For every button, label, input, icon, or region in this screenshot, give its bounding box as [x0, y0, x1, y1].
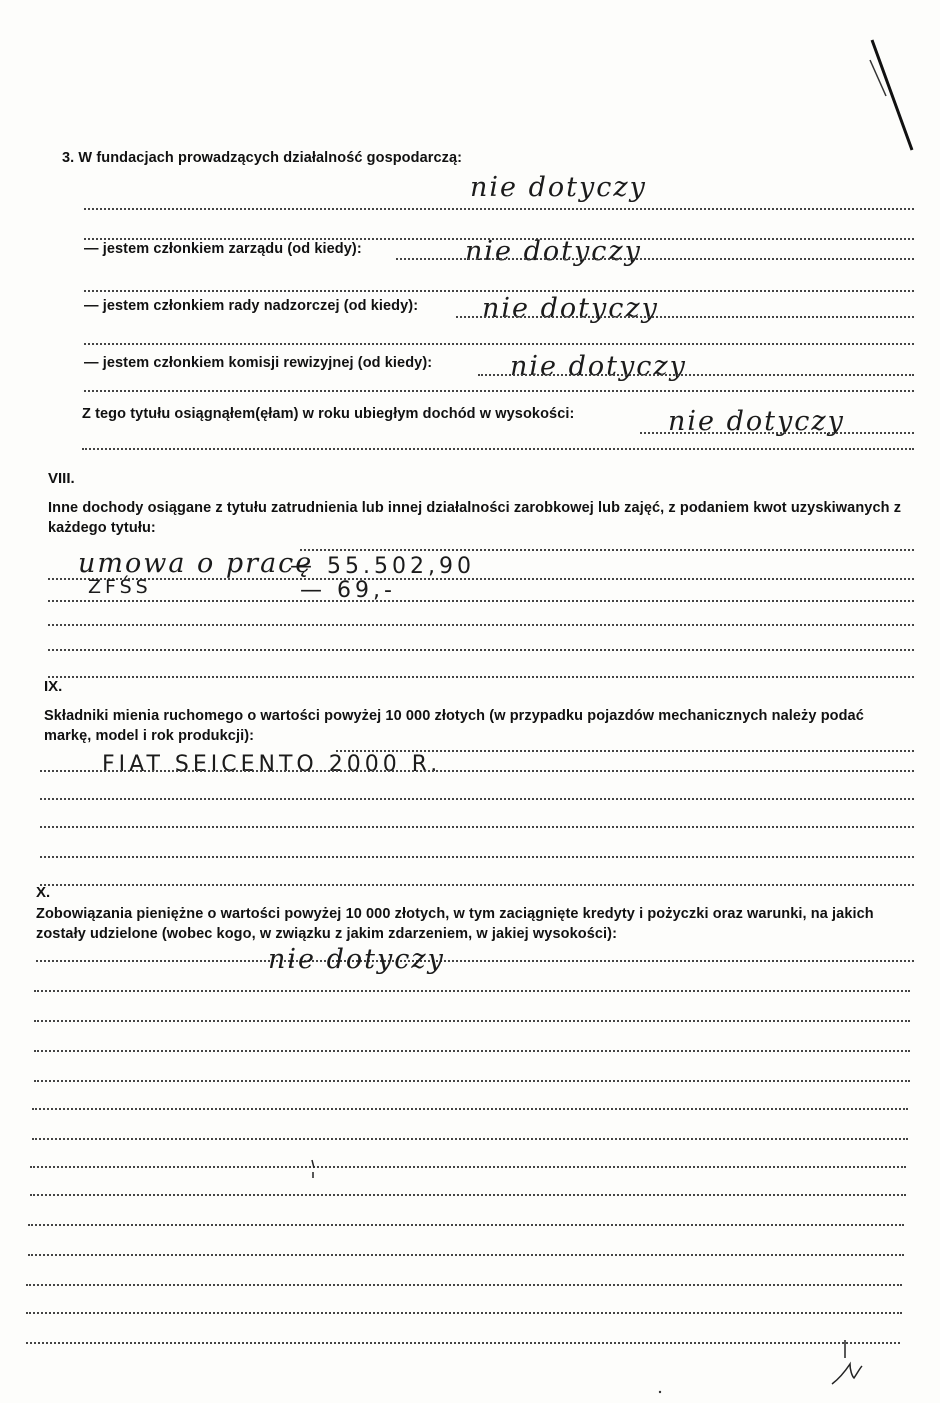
section-ix-number: IX.: [44, 678, 63, 695]
section-ix-answer: FIAT SEICENTO 2000 R.: [102, 752, 442, 777]
supervisory-answer: nie dotyczy: [482, 293, 659, 324]
audit-label: — jestem członkiem komisji rewizyjnej (od kiedy):: [84, 355, 433, 371]
board-label: — jestem członkiem zarządu (od kiedy):: [84, 241, 362, 257]
supervisory-label: — jestem członkiem rady nadzorczej (od kiedy):: [84, 298, 419, 314]
section-viii-line1-label: umowa o pracę: [78, 548, 314, 579]
item-3-answer: nie dotyczy: [470, 172, 647, 203]
income-label: Z tego tytułu osiągnąłem(ęłam) w roku ubiegłym dochód w wysokości:: [82, 406, 575, 422]
item-3-title: 3. W fundacjach prowadzących działalność gospodarczą:: [62, 150, 463, 166]
section-viii-line2-label: ZFŚS: [88, 576, 152, 598]
section-ix-text: Składniki mienia ruchomego o wartości powyżej 10 000 złotych (w przypadku pojazdów mechanicznych należy podać markę, model i rok produkcji):: [44, 708, 864, 744]
audit-answer: nie dotyczy: [510, 351, 687, 382]
board-answer: nie dotyczy: [465, 236, 642, 267]
income-answer: nie dotyczy: [668, 406, 845, 437]
section-x-answer: nie dotyczy: [268, 944, 445, 975]
section-x-number: X.: [36, 884, 51, 901]
section-viii-line2-value: — 69,-: [300, 578, 396, 603]
section-viii-line1-value: — 55.502,90: [290, 554, 475, 579]
section-x-text: Zobowiązania pieniężne o wartości powyżej 10 000 złotych, w tym zaciągnięte kredyty i pożyczki oraz warunki, na jakich zostały udzielone (wobec kogo, w związku z jakim zdarzeniem, w jakiej wysokości):: [36, 906, 874, 942]
initials-signature: [832, 1364, 862, 1384]
section-viii-text: Inne dochody osiągane z tytułu zatrudnienia lub innej działalności zarobkowej lub zajęć, z podaniem kwot uzyskiwanych z każdego tytułu:: [48, 500, 902, 536]
section-viii-number: VIII.: [48, 470, 75, 487]
